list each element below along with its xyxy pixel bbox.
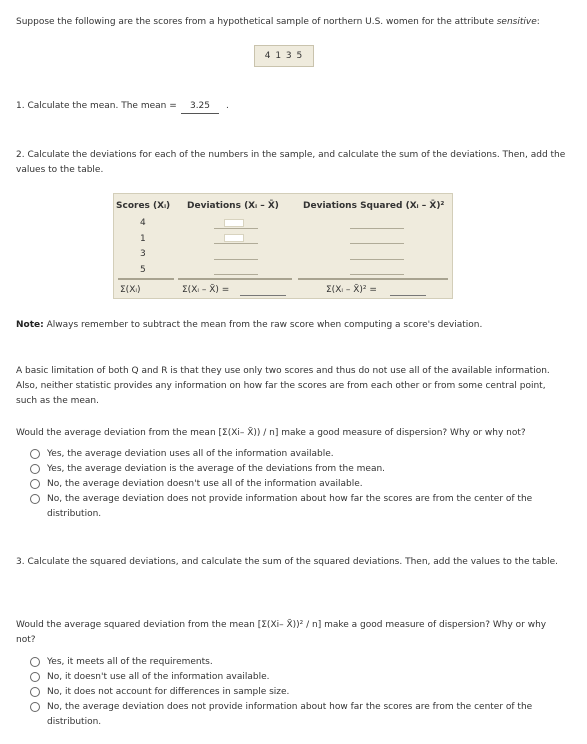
radio-button[interactable]: [30, 494, 40, 504]
sum-deviation-label: Σ(Xᵢ – X̄) =: [182, 285, 230, 295]
option-label: No, it does not account for differences in sample size.: [47, 687, 290, 697]
header-deviations-squared: Deviations Squared (Xᵢ – X̄)²: [303, 201, 445, 211]
option-label: Yes, the average deviation is the average of the deviations from the mean.: [47, 464, 386, 474]
sum-divider: [178, 278, 292, 280]
mean-input[interactable]: 3.25: [181, 99, 219, 114]
deviation-input[interactable]: [214, 259, 258, 260]
score-cell: 3: [140, 249, 146, 259]
note-label: Note:: [16, 320, 44, 330]
squared-input[interactable]: [350, 259, 404, 260]
q1-label: 1. Calculate the mean. The mean =: [16, 101, 177, 111]
avg-option-2[interactable]: [30, 462, 550, 477]
deviation-input[interactable]: [224, 219, 244, 227]
option-label: No, it doesn't use all of the information available.: [47, 672, 270, 682]
radio-button[interactable]: [30, 687, 40, 697]
deviation-input[interactable]: [214, 274, 258, 275]
q3-text: 3. Calculate the squared deviations, and calculate the sum of the squared deviations. Then, add the values to the table.: [16, 557, 559, 567]
radio-button[interactable]: [30, 464, 40, 474]
scores-box: 4 1 3 5: [254, 45, 314, 67]
sq-option-2[interactable]: [30, 670, 550, 685]
avg-option-1[interactable]: [30, 447, 550, 462]
avg-option-3[interactable]: [30, 477, 550, 492]
intro-text: [16, 15, 576, 30]
radio-button[interactable]: [30, 657, 40, 667]
sum-deviation-input[interactable]: [240, 295, 286, 296]
note: [16, 318, 482, 333]
intro-colon: :: [536, 17, 540, 27]
deviation-input-line: [214, 228, 258, 229]
option-label: No, the average deviation does not provide information about how far the scores are from the center of the distribution.: [47, 494, 533, 519]
avg-squared-question: Would the average squared deviation from the mean [Σ(Xi– X̄))² / n] make a good measure of dispersion? Why or why not?: [16, 620, 547, 645]
sq-option-4[interactable]: [30, 700, 550, 730]
intro-attribute: sensitive: [496, 17, 537, 27]
radio-button[interactable]: [30, 449, 40, 459]
q1-period: .: [226, 101, 229, 111]
radio-button[interactable]: [30, 702, 40, 712]
intro-body: Suppose the following are the scores from a hypothetical sample of northern U.S. women for the attribute: [16, 17, 497, 27]
score-cell: 1: [140, 234, 146, 244]
sum-divider: [118, 278, 174, 280]
header-deviations: Deviations (Xᵢ – X̄): [187, 201, 279, 211]
avg-deviation-question: Would the average deviation from the mean [Σ(Xi– X̄)) / n] make a good measure of dispersion? Why or why not?: [16, 428, 526, 438]
option-label: No, the average deviation doesn't use all of the information available.: [47, 479, 363, 489]
sum-squared-label: Σ(Xᵢ – X̄)² =: [326, 285, 377, 295]
option-label: Yes, the average deviation uses all of the information available.: [47, 449, 334, 459]
sq-option-1[interactable]: [30, 655, 550, 670]
sq-option-3[interactable]: [30, 685, 550, 700]
deviation-table: [113, 193, 453, 299]
score-cell: 4: [140, 218, 146, 228]
squared-input[interactable]: [350, 228, 404, 229]
option-label: Yes, it meets all of the requirements.: [47, 657, 213, 667]
score-cell: 5: [140, 265, 146, 275]
squared-input[interactable]: [350, 243, 404, 244]
squared-input[interactable]: [350, 274, 404, 275]
sum-squared-input[interactable]: [390, 295, 426, 296]
q2-text: 2. Calculate the deviations for each of the numbers in the sample, and calculate the sum of the deviations. Then, add the values to the table.: [16, 150, 566, 175]
limitation-paragraph: A basic limitation of both Q and R is that they use only two scores and thus do not use all of the available information. Also, neither statistic provides any information on how far the scores are from each other or from some central point, such as the mean.: [16, 366, 550, 406]
sum-divider: [298, 278, 448, 280]
avg-option-4[interactable]: [30, 492, 550, 522]
option-label: No, the average deviation does not provide information about how far the scores are from the center of the distribution.: [47, 702, 533, 727]
header-scores: Scores (Xᵢ): [116, 201, 171, 211]
radio-button[interactable]: [30, 672, 40, 682]
note-text: Always remember to subtract the mean from the raw score when computing a score's deviation.: [43, 320, 483, 330]
sum-x-label: Σ(Xᵢ): [120, 285, 141, 295]
radio-button[interactable]: [30, 479, 40, 489]
deviation-input[interactable]: [224, 234, 244, 242]
deviation-input-line: [214, 243, 258, 244]
